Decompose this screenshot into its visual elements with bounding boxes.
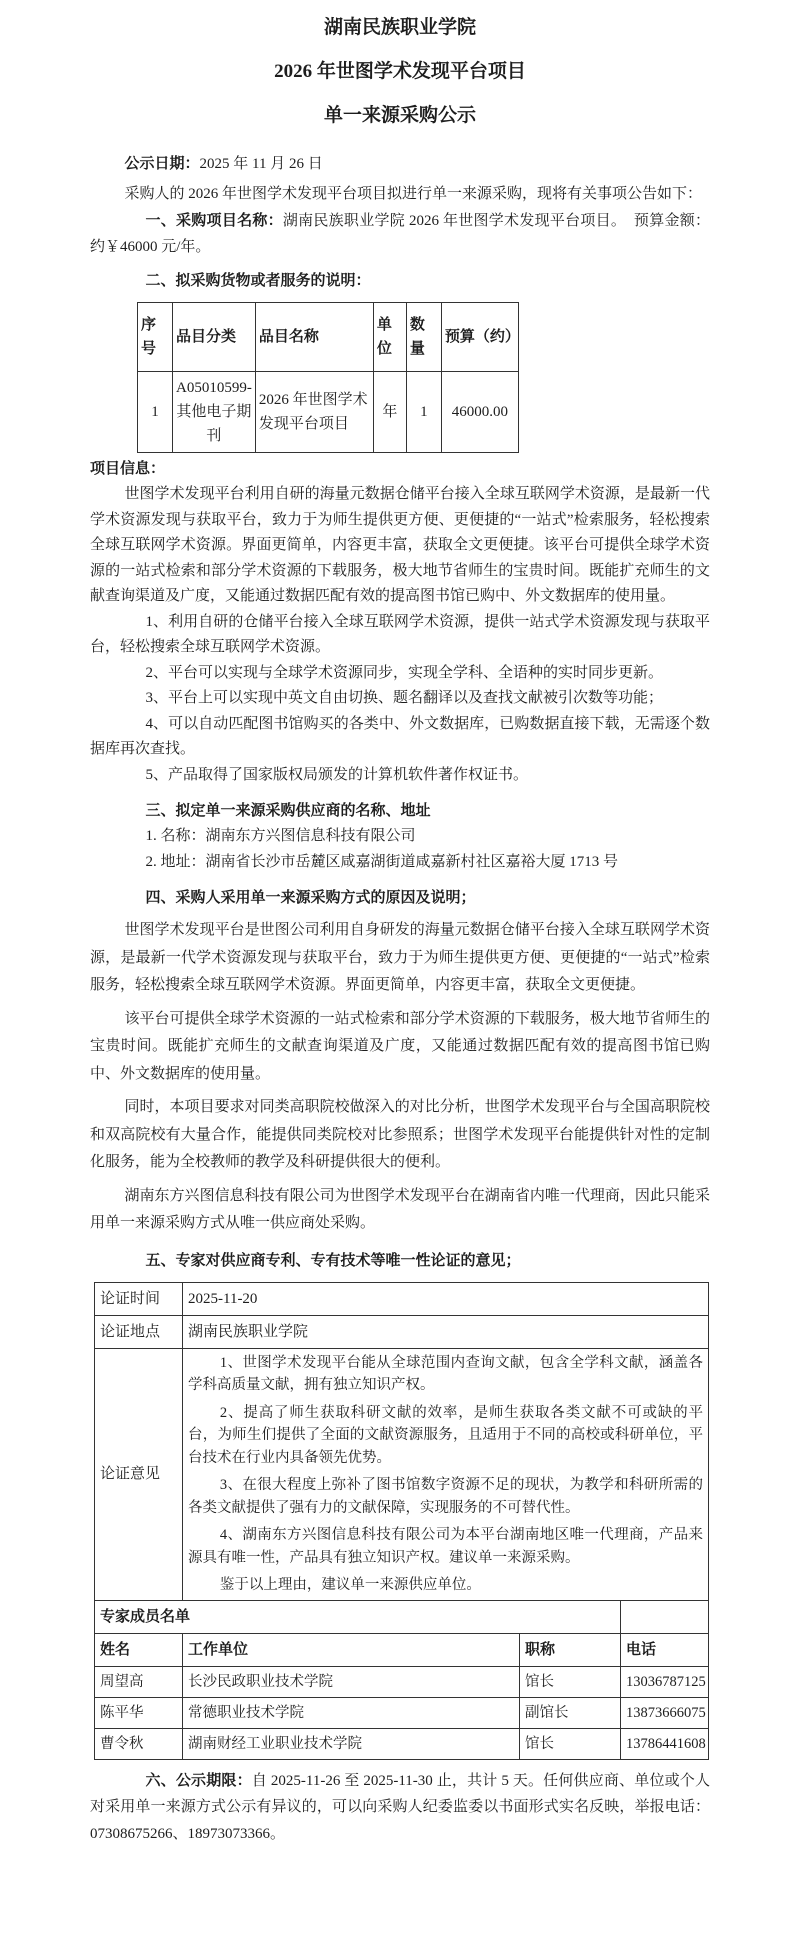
expert-title: 馆长 <box>520 1666 621 1697</box>
goods-cell-category: A05010599-其他电子期刊 <box>173 372 256 453</box>
section2-heading: 二、拟采购货物或者服务的说明： <box>145 273 371 289</box>
project-info-item-4: 4、可以自动匹配图书馆购买的各类中、外文数据库，已购数据直接下载，无需逐个数据库再次查找。 <box>90 715 710 757</box>
intro-paragraph: 采购人的 2026 年世图学术发现平台项目拟进行单一来源采购，现将有关事项公告如下： <box>124 185 703 202</box>
goods-cell-unit: 年 <box>373 372 406 453</box>
expert-row-2 <box>95 1697 709 1728</box>
section4-heading: 四、采购人采用单一来源采购方式的原因及说明； <box>145 890 476 906</box>
expert-phone: 13036787125 <box>621 1666 709 1697</box>
doc-title-line-3: 单一来源采购公示 <box>323 105 476 126</box>
section3-heading: 三、拟定单一来源采购供应商的名称、地址 <box>145 803 431 819</box>
goods-col-qty: 数量 <box>406 303 441 372</box>
goods-col-index: 序号 <box>138 303 173 372</box>
reason-paragraph-2: 该平台可提供全球学术资源的一站式检索和部分学术资源的下载服务，极大地节省师生的宝贵时间。既能扩充师生的文献查询渠道及广度，又能通过数据匹配有效的提高图书馆已购中、外文数据库的使用量。 <box>90 1010 710 1082</box>
project-info-item-5: 5、产品取得了国家版权局颁发的计算机软件著作权证书。 <box>145 766 529 783</box>
goods-col-unit: 单位 <box>373 303 406 372</box>
review-opinion-label: 论证意见 <box>95 1348 183 1600</box>
section5-heading: 五、专家对供应商专利、专有技术等唯一性论证的意见； <box>145 1252 521 1269</box>
goods-cell-index: 1 <box>138 372 173 453</box>
review-place-value: 湖南民族职业学院 <box>183 1315 709 1348</box>
expert-members-label-row <box>95 1600 709 1633</box>
review-time-label: 论证时间 <box>95 1282 183 1315</box>
goods-col-name: 品目名称 <box>255 303 373 372</box>
expert-name: 陈平华 <box>95 1697 183 1728</box>
goods-table-row <box>138 372 519 453</box>
expert-review-table <box>94 1282 709 1760</box>
expert-row-1 <box>95 1666 709 1697</box>
expert-org: 长沙民政职业技术学院 <box>183 1666 520 1697</box>
project-info-item-3: 3、平台上可以实现中英文自由切换、题名翻译以及查找文献被引次数等功能； <box>145 690 664 706</box>
supplier-name: 1. 名称：湖南东方兴图信息科技有限公司 <box>145 828 416 844</box>
project-info-item-1: 1、利用自研的仓储平台接入全球互联网学术资源，提供一站式学术资源发现与获取平台，轻松搜索全球互联网学术资源。 <box>90 613 710 655</box>
section6-heading: 六、公示期限： <box>145 1772 252 1789</box>
reason-paragraph-1: 世图学术发现平台是世图公司利用自身研发的海量元数据仓储平台接入全球互联网学术资源，是最新一代学术资源发现与获取平台，致力于为师生提供更方便、更便捷的“一站式”检索服务，轻松搜索全球互联网学术资源。界面更简单，内容更丰富，获取全文更便捷。 <box>90 922 710 993</box>
opinion-point-2: 2、提高了师生获取科研文献的效率，是师生获取各类文献不可或缺的平台，为师生们提供了全面的文献资源服务，且适用于不同的高校或科研单位，平台技术在行业内具备领先优势。 <box>188 1404 703 1466</box>
expert-name: 曹令秋 <box>95 1728 183 1759</box>
goods-table <box>137 302 519 453</box>
expert-col-title: 职称 <box>520 1633 621 1666</box>
opinion-point-4: 4、湖南东方兴图信息科技有限公司为本平台湖南地区唯一代理商，产品来源具有唯一性，产品具有独立知识产权。建议单一来源采购。 <box>188 1527 703 1566</box>
goods-table-header-row <box>138 303 519 372</box>
expert-col-org: 工作单位 <box>183 1633 520 1666</box>
review-opinion-row <box>95 1348 709 1600</box>
expert-col-phone: 电话 <box>621 1633 709 1666</box>
project-info-paragraph: 世图学术发现平台利用自研的海量元数据仓储平台接入全球互联网学术资源，是最新一代学术资源发现与获取平台，致力于为师生提供更方便、更便捷的“一站式”检索服务，轻松搜索全球互联网学术资源。界面更简单，内容更丰富，获取全文更便捷。该平台可提供全球学术资源的一站式检索和部分学术资源的下载服务，极大地节省师生的宝贵时间。既能扩充师生的文献查询渠道及广度，又能通过数据匹配有效的提高图书馆已购中、外文数据库的使用量。 <box>90 486 710 604</box>
expert-members-empty-cell <box>621 1600 709 1633</box>
reason-paragraph-3: 同时，本项目要求对同类高职院校做深入的对比分析，世图学术发现平台与全国高职院校和双高院校有大量合作，能提供同类院校对比参照系；世图学术发现平台能提供针对性的定制化服务，能为全校教师的教学及科研提供很大的便利。 <box>90 1099 710 1170</box>
review-place-row <box>95 1315 709 1348</box>
expert-phone: 13873666075 <box>621 1697 709 1728</box>
expert-title: 副馆长 <box>520 1697 621 1728</box>
goods-cell-budget: 46000.00 <box>441 372 518 453</box>
section1-heading: 一、采购项目名称： <box>145 213 283 229</box>
expert-name: 周望高 <box>95 1666 183 1697</box>
supplier-address: 2. 地址：湖南省长沙市岳麓区咸嘉湖街道咸嘉新村社区嘉裕大厦 1713 号 <box>145 853 619 870</box>
opinion-point-1: 1、世图学术发现平台能从全球范围内查询文献，包含全学科文献，涵盖各学科高质量文献，拥有独立知识产权。 <box>188 1354 703 1393</box>
expert-org: 常德职业技术学院 <box>183 1697 520 1728</box>
expert-title: 馆长 <box>520 1728 621 1759</box>
goods-col-category: 品目分类 <box>173 303 256 372</box>
section6-text: 自 2025-11-26 至 2025-11-30 止，共计 5 天。任何供应商、单位或个人对采用单一来源方式公示有异议的，可以向采购人纪委监委以书面形式实名反映，举报电话：07308675266、18973073366。 <box>90 1772 710 1842</box>
expert-members-label: 专家成员名单 <box>95 1600 621 1633</box>
publish-date-label: 公示日期： <box>124 156 200 172</box>
opinion-conclusion: 鉴于以上理由，建议单一来源供应单位。 <box>219 1577 481 1593</box>
project-info-item-2: 2、平台可以实现与全球学术资源同步，实现全学科、全语种的实时同步更新。 <box>145 664 664 681</box>
expert-table-header-row <box>95 1633 709 1666</box>
section1-paragraph <box>90 209 710 260</box>
publish-date <box>90 152 710 178</box>
goods-col-budget: 预算（约） <box>441 303 518 372</box>
section1-text: 湖南民族职业学院 2026 年世图学术发现平台项目。 预算金额：约￥46000 元/年。 <box>90 213 710 255</box>
expert-col-name: 姓名 <box>95 1633 183 1666</box>
doc-title-line-1: 湖南民族职业学院 <box>323 17 476 38</box>
goods-cell-qty: 1 <box>406 372 441 453</box>
expert-row-3 <box>95 1728 709 1759</box>
reason-paragraph-4: 湖南东方兴图信息科技有限公司为世图学术发现平台在湖南省内唯一代理商，因此只能采用单一来源采购方式从唯一供应商处采购。 <box>90 1187 710 1231</box>
review-place-label: 论证地点 <box>95 1315 183 1348</box>
opinion-point-3: 3、在很大程度上弥补了图书馆数字资源不足的现状，为教学和科研所需的各类文献提供了强有力的文献保障，实现服务的不可替代性。 <box>188 1477 703 1516</box>
expert-phone: 13786441608 <box>621 1728 709 1759</box>
doc-title-line-2: 2026 年世图学术发现平台项目 <box>274 61 526 82</box>
review-time-value: 2025-11-20 <box>183 1282 709 1315</box>
section6-paragraph <box>90 1768 710 1848</box>
project-info-label: 项目信息： <box>90 461 166 477</box>
review-time-row <box>95 1282 709 1315</box>
goods-cell-name: 2026 年世图学术发现平台项目 <box>255 372 373 453</box>
review-opinion-content <box>183 1348 709 1600</box>
publish-date-value: 2025 年 11 月 26 日 <box>199 156 323 172</box>
expert-org: 湖南财经工业职业技术学院 <box>183 1728 520 1759</box>
